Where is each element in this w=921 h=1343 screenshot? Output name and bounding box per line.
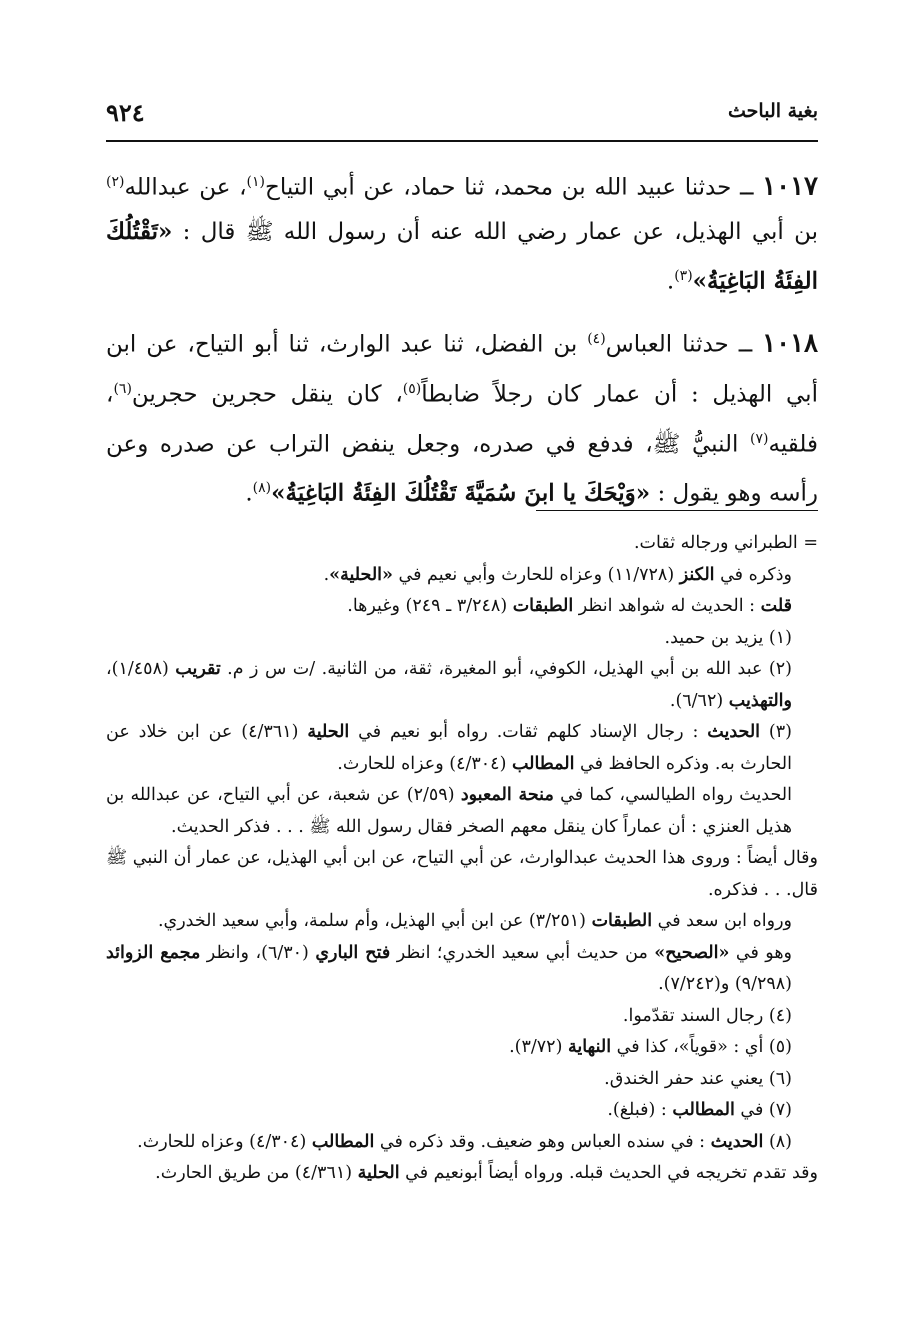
footnote-1: (١) يزيد بن حميد. xyxy=(664,627,792,648)
hadith-text: . xyxy=(666,268,675,295)
hadith-text: بن الفضل، ثنا عبد الوارث، ثنا أبو التياح، عن ابن أبي الهذيل : أن عمار كان رجلاً ضابطاً xyxy=(106,331,818,408)
footnote-3-continued: وقال أيضاً : وروى هذا الحديث عبدالوارث، عن أبي التياح، عن ابن أبي الهذيل، عن عمار أن النبي ﷺ قال. . . فذكره. xyxy=(106,848,818,900)
footnote-7: (٧) في المطالب : (فبلغ). xyxy=(607,1100,792,1120)
footnote-3-continued: الحديث رواه الطيالسي، كما في منحة المعبود (٢/٥٩) عن شعبة، عن أبي التياح، عن عبدالله بن هذيل العنزي : أن عماراً كان ينقل معهم الصخر فقال رسول الله ﷺ . . . فذكر الحديث. xyxy=(106,785,792,837)
footnote-ref: (٤) xyxy=(587,331,606,348)
continued-note: وذكره في الكنز (١١/٧٢٨) وعزاه للحارث وأبي نعيم في «الحلية». xyxy=(323,564,792,585)
hadith-text: ، عن عبدالله xyxy=(124,174,247,201)
page-header xyxy=(106,98,818,132)
footnote-6: (٦) يعني عند حفر الخندق. xyxy=(604,1068,792,1089)
footnote-ref: (٨) xyxy=(252,480,272,497)
page-number: ٩٢٤ xyxy=(106,98,145,127)
hadith-text: ــ حدثنا عبيد الله بن محمد، ثنا حماد، عن أبي التياح xyxy=(265,174,763,201)
continued-note: قلت : الحديث له شواهد انظر الطبقات (٣/٢٤٨ ـ ٢٤٩) وغيرها. xyxy=(347,596,792,616)
hadith-text: ، كان ينقل حجرين حجرين xyxy=(131,381,403,408)
footnote-3-continued: ورواه ابن سعد في الطبقات (٣/٢٥١) عن ابن أبي الهذيل، وأم سلمة، وأبي سعيد الخدري. xyxy=(157,911,792,931)
footnotes xyxy=(106,528,818,1190)
footnote-ref: (٥) xyxy=(402,380,422,397)
hadith-number: ١٠١٧ xyxy=(762,171,818,202)
prophetic-quote: «وَيْحَكَ يا ابنَ سُمَيَّةَ تَقْتُلُكَ الفِئَةُ البَاغِيَةُ» xyxy=(271,479,651,507)
hadith-text: ــ حدثنا العباس xyxy=(605,331,763,358)
footnote-ref: (٧) xyxy=(750,430,769,447)
prophetic-quote: «تَقْتُلُكَ الفِئَةُ البَاغِيَةُ» xyxy=(106,217,818,295)
footnote-ref: (٦) xyxy=(113,380,132,397)
hadith-text: . xyxy=(245,480,253,507)
footnote-4: (٤) رجال السند تقدّموا. xyxy=(622,1005,792,1026)
footnote-8-continued: وقد تقدم تخريجه في الحديث قبله. ورواه أيضاً أبونعيم في الحلية (٤/٣٦١) من طريق الحارث. xyxy=(155,1163,818,1183)
hadith-1017 xyxy=(106,160,818,303)
hadith-text: النبيُّ ﷺ، فدفع في صدره، وجعل ينفض التراب عن صدره وعن رأسه وهو يقول : xyxy=(106,431,818,507)
footnote-separator xyxy=(536,510,818,511)
hadith-1018 xyxy=(106,317,818,516)
header-rule xyxy=(106,140,818,142)
footnote-5: (٥) أي : «قوياً»، كذا في النهاية (٣/٧٢). xyxy=(509,1037,792,1057)
continued-note: = الطبراني ورجاله ثقات. xyxy=(633,533,818,553)
footnote-ref: (١) xyxy=(246,174,265,190)
hadith-text: بن أبي الهذيل، عن عمار رضي الله عنه أن رسول الله ﷺ قال : xyxy=(172,218,818,245)
hadith-text: ، فلقيه xyxy=(106,381,818,458)
footnote-2: (٢) عبد الله بن أبي الهذيل، الكوفي، أبو المغيرة، ثقة، من الثانية. /ت س ز م. تقريب (١/٤٥٨)، والتهذيب (٦/٦٢). xyxy=(106,659,792,711)
footnote-ref: (٣) xyxy=(674,267,693,284)
footnote-3: (٣) الحديث : رجال الإسناد كلهم ثقات. رواه أبو نعيم في الحلية (٤/٣٦١) عن ابن خلاد عن الحارث به. وذكره الحافظ في المطالب (٤/٣٠٤) وعزاه للحارث. xyxy=(106,722,792,774)
footnote-ref: (٢) xyxy=(106,174,125,190)
main-text xyxy=(106,160,818,530)
footnote-3-continued: وهو في «الصحيح» من حديث أبي سعيد الخدري؛ انظر فتح الباري (٦/٣٠)، وانظر مجمع الزوائد (٩/٢٩٨) و(٧/٢٤٢). xyxy=(106,942,793,994)
hadith-number: ١٠١٨ xyxy=(762,328,818,359)
footnote-8: (٨) الحديث : في سنده العباس وهو ضعيف. وقد ذكره في المطالب (٤/٣٠٤) وعزاه للحارث. xyxy=(137,1131,792,1152)
book-title: بغية الباحث xyxy=(728,100,818,122)
